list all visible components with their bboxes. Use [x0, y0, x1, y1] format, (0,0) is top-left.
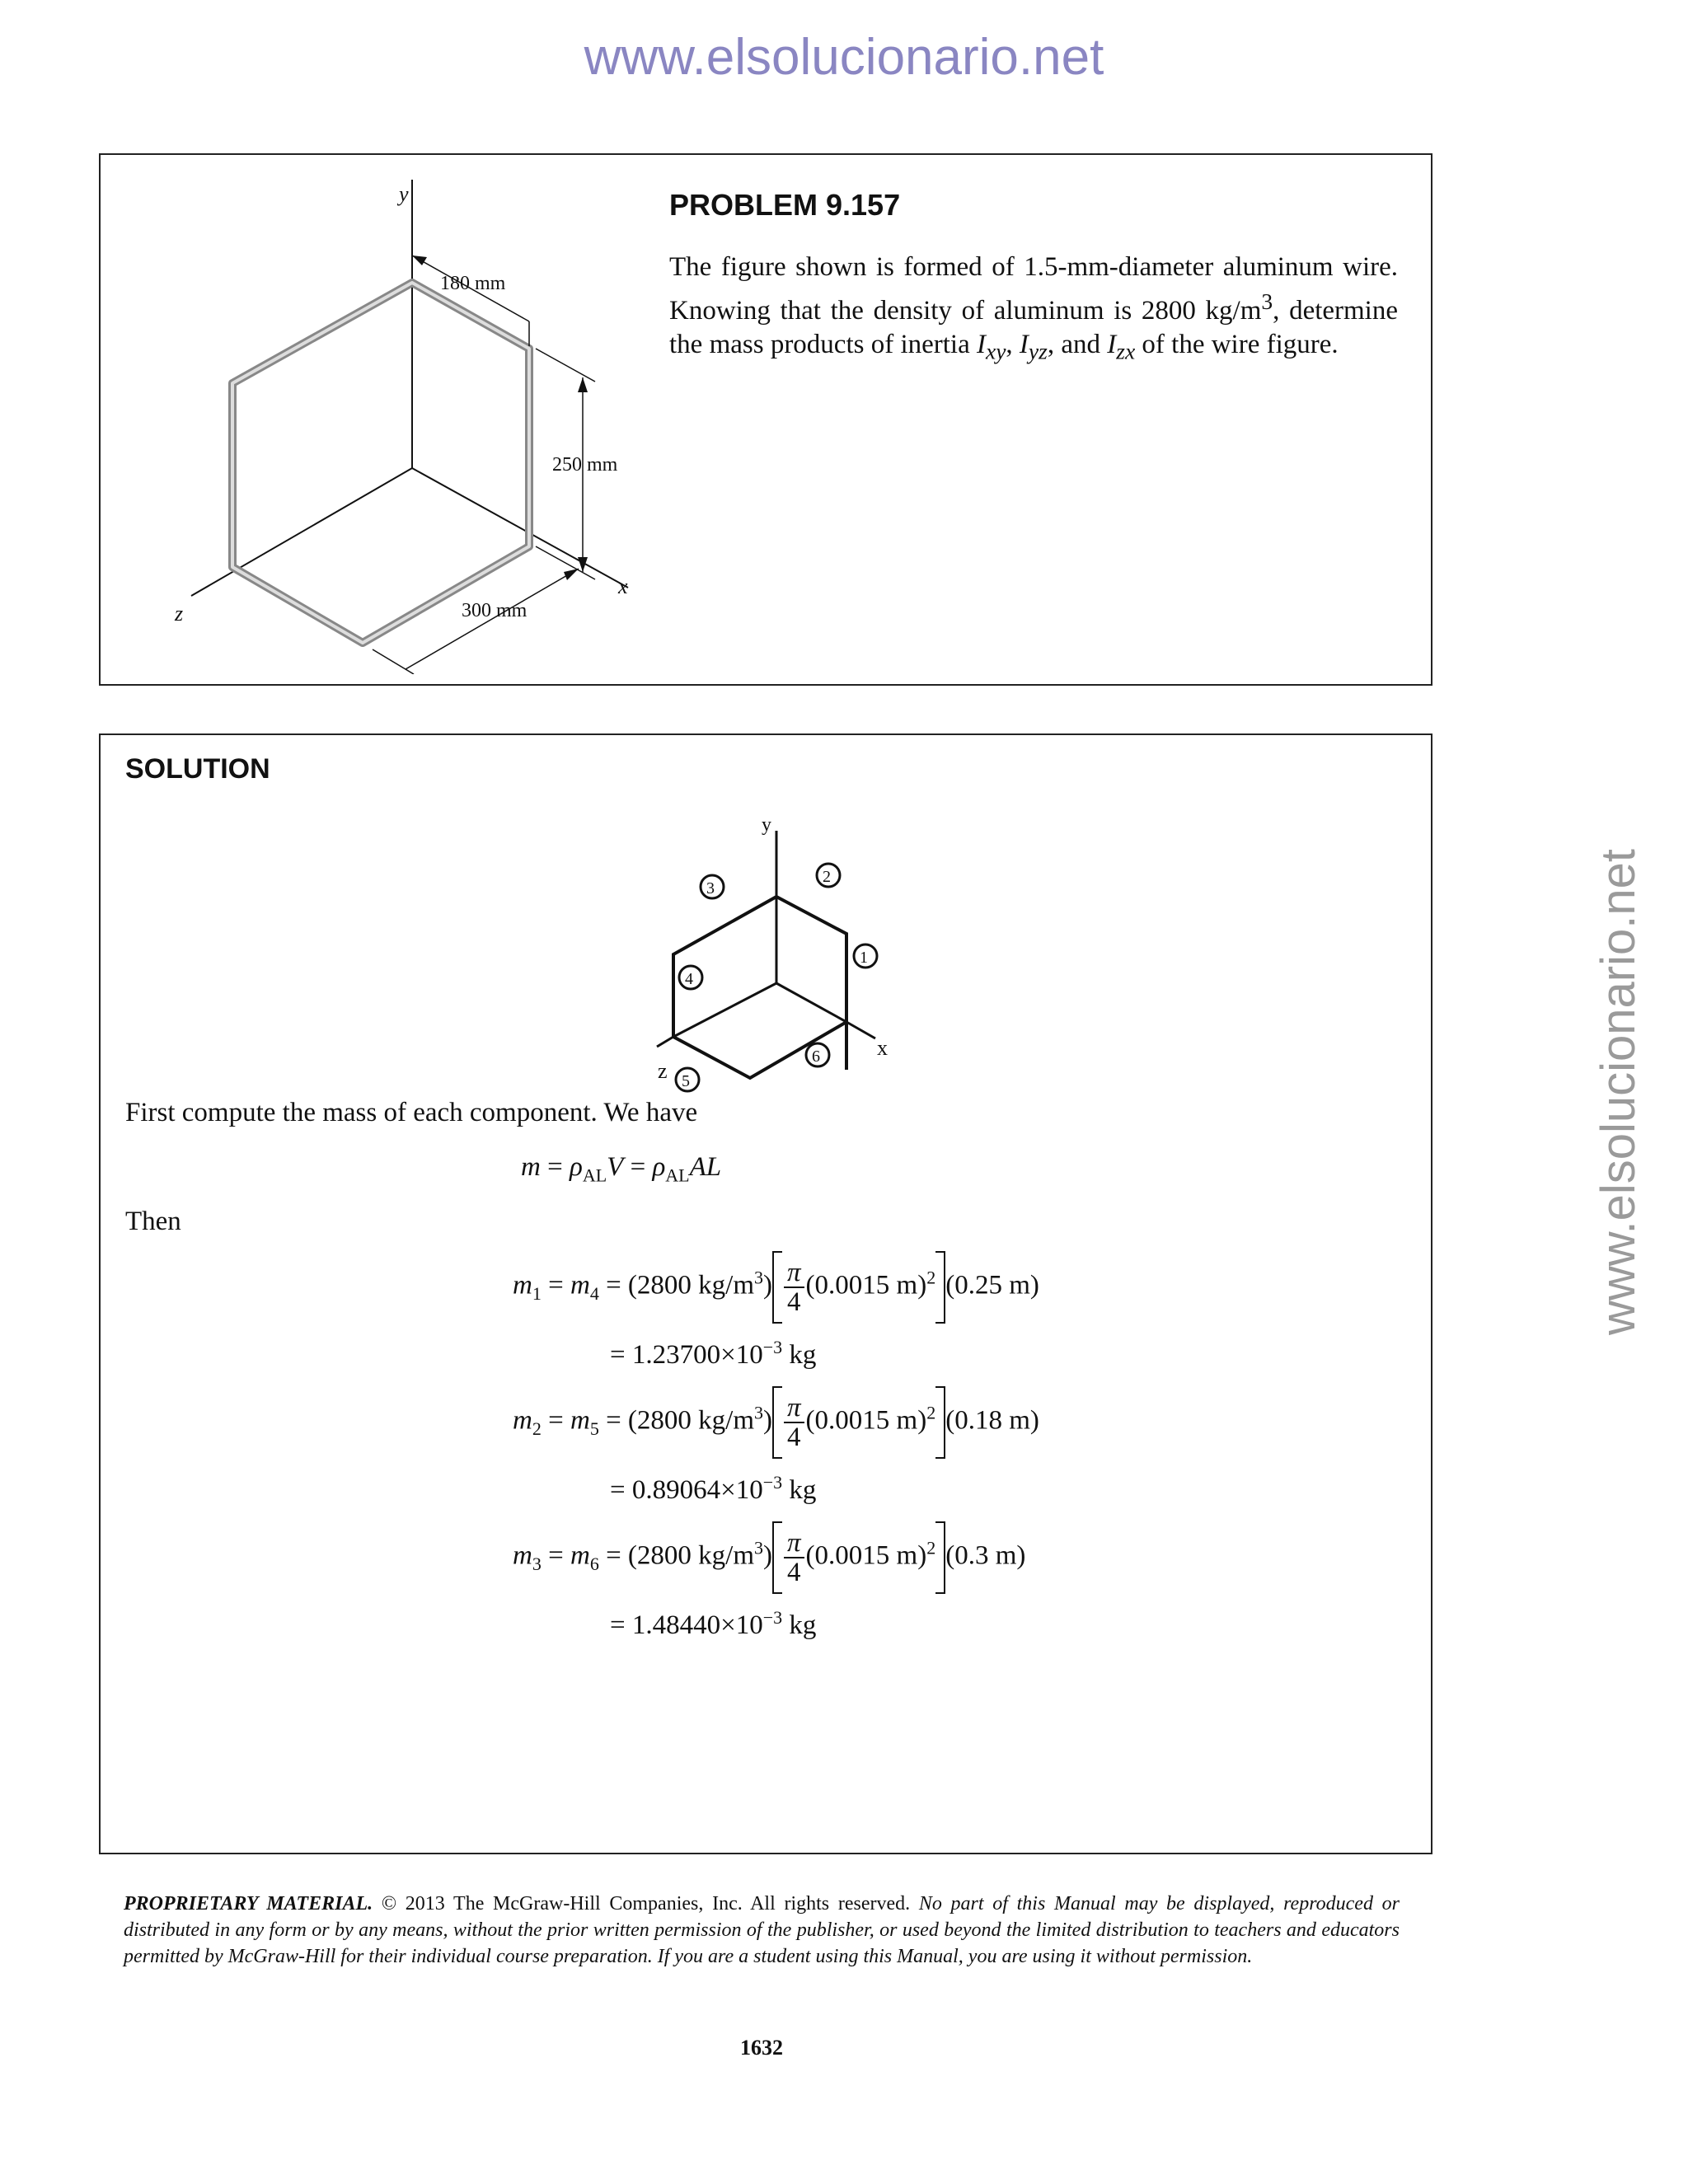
member-label-2	[817, 864, 840, 887]
problem-title: PROBLEM 9.157	[669, 188, 901, 222]
mass-formula: $m = \rho_{AL}V = \rho_{AL}AL$	[521, 1152, 722, 1186]
svg-text:3: 3	[706, 879, 715, 898]
member-label-1	[854, 944, 877, 968]
problem-figure	[134, 171, 743, 674]
axis-z-line	[191, 468, 412, 596]
watermark-side: www.elsolucionario.net	[1592, 849, 1645, 1335]
mass-result-1: = $1.23700\times 10^{-3}$ kg	[610, 1337, 817, 1370]
dim-250-label: 250 mm	[552, 454, 618, 476]
copyright-footer: PROPRIETARY MATERIAL. © 2013 The McGraw-Hill Companies, Inc. All rights reserved. No part of this Manual may be displayed, reproduced or distributed in any form or by any means, without the prior written permission of the publisher, or used beyond the limited distribution to teachers and educators permitted by McGraw-Hill for their individual course preparation. If you are a student using this Manual, you are using it without permission.	[124, 1893, 1400, 1967]
member-label-3	[701, 875, 724, 898]
mass-eq-3: $m_3 = m_6 = (2800$ $kg/m^3$) $\frac{\pi}{4}$ (0.0015 m)$^2$ (0.3 m)	[513, 1521, 1025, 1594]
mass-result-3: = $1.48440\times 10^{-3}$ kg	[610, 1607, 817, 1640]
wire-figure	[232, 283, 529, 643]
intro-text: First compute the mass of each component. We have	[125, 1098, 698, 1127]
dim-300-label: 300 mm	[462, 600, 528, 621]
sketch-axis-x: x	[877, 1036, 888, 1060]
mass-eq-1: $m_1 = m_4 = (2800$ $kg/m^3$) $\frac{\pi}{4}$ (0.0015 m)$^2$ (0.25 m)	[513, 1251, 1039, 1324]
sketch-axis-z: z	[658, 1059, 668, 1083]
page-number: 1632	[740, 2036, 783, 2060]
then-text: Then	[125, 1207, 181, 1236]
axis-x-line	[412, 468, 628, 588]
problem-statement: The figure shown is formed of 1.5-mm-diameter aluminum wire. Knowing that the density of aluminum is 2800 $kg/m^3$, determine the mass products of inertia $I_{xy}$, $I_{yz}$, and $I_{zx}$ of the wire figure.	[669, 252, 1399, 364]
dim-180-label: 180 mm	[440, 273, 506, 294]
axis-z-label: z	[175, 602, 184, 626]
solution-box	[99, 733, 1432, 1854]
axis-y-label: y	[399, 182, 409, 206]
svg-text:5: 5	[682, 1072, 690, 1090]
svg-text:2: 2	[823, 868, 831, 886]
member-label-4	[679, 966, 702, 989]
member-label-6	[806, 1043, 829, 1066]
svg-text:4: 4	[685, 970, 693, 988]
svg-text:6: 6	[812, 1047, 820, 1066]
axis-x-label: x	[618, 574, 628, 598]
member-label-5	[676, 1068, 699, 1091]
solution-heading: SOLUTION	[125, 753, 270, 785]
mass-eq-2: $m_2 = m_5 = (2800$ $kg/m^3$) $\frac{\pi}{4}$ (0.0015 m)$^2$ (0.18 m)	[513, 1386, 1039, 1459]
svg-text:1: 1	[860, 949, 868, 967]
mass-result-2: = $0.89064\times 10^{-3}$ kg	[610, 1472, 817, 1505]
problem-box	[99, 153, 1432, 686]
watermark-top: www.elsolucionario.net	[584, 29, 1104, 86]
sketch-axis-y: y	[762, 814, 771, 836]
